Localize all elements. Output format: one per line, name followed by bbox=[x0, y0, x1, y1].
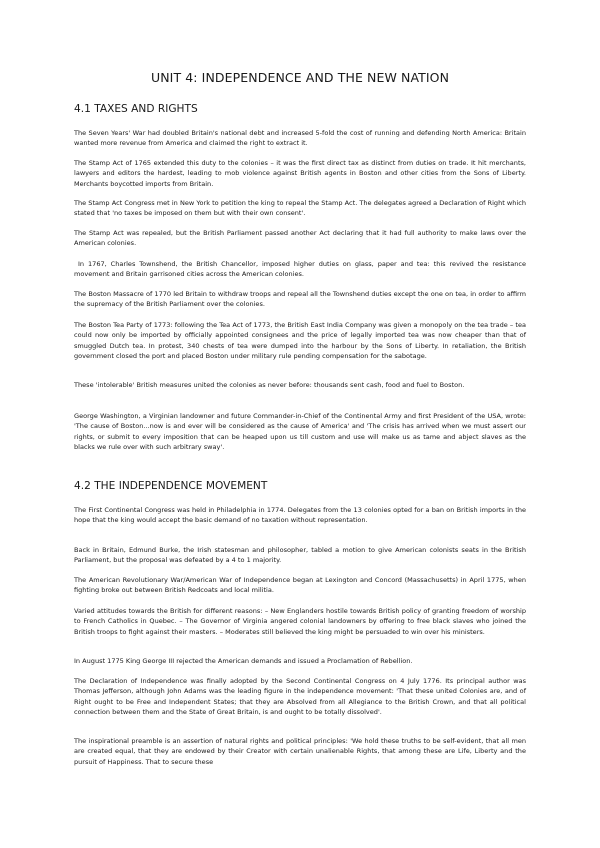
section-heading-taxes-and-rights: 4.1 TAXES AND RIGHTS bbox=[74, 103, 198, 115]
paragraph: George Washington, a Virginian landowner and future Commander-in-Chief of the Continental Army and first President of the USA, wrote: 'The cause of Boston...now is and ever will be considered as the cause of America' and 'The crisis has arrived when we must assert our rights, or submit to every imposition that can be heaped upon us till custom and use will make us as tame and abject slaves as the blacks we rule over with such arbitrary sway'. bbox=[74, 412, 526, 451]
paragraph: The Seven Years' War had doubled Britain's national debt and increased 5-fold the cost of running and defending North America: Britain wanted more revenue from America and claimed the right to extract it. bbox=[74, 129, 526, 148]
paragraph: The Boston Massacre of 1770 led Britain to withdraw troops and repeal all the Townshend duties except the one on tea, in order to affirm the supremacy of the British Parliament over the colonies. bbox=[74, 290, 526, 309]
paragraph: The American Revolutionary War/American War of Independence began at Lexington and Concord (Massachusetts) in April 1775, when fighting broke out between British Redcoats and local militia. bbox=[74, 576, 526, 595]
paragraph: Varied attitudes towards the British for different reasons: – New Englanders hostile towards British policy of granting freedom of worship to French Catholics in Quebec. – The Governor of Virginia angered colonial landowners by offering to free black slaves who joined the British troops to fight against their masters. – Moderates still believed the king might be persuaded to win over his ministers. bbox=[74, 607, 526, 636]
section-heading-independence-movement: 4.2 THE INDEPENDENCE MOVEMENT bbox=[74, 480, 268, 492]
paragraph: The First Continental Congress was held in Philadelphia in 1774. Delegates from the 13 colonies opted for a ban on British imports in the hope that the king would accept the basic demand of no taxation without representation. bbox=[74, 506, 526, 525]
paragraph: The Stamp Act of 1765 extended this duty to the colonies – it was the first direct tax as distinct from duties on trade. It hit merchants, lawyers and editors the hardest, leading to mob violence against British agents in Boston and other cities from the Sons of Liberty. Merchants boycotted imports from Britain. bbox=[74, 159, 526, 188]
paragraph: In August 1775 King George III rejected the American demands and issued a Proclamation of Rebellion. bbox=[74, 657, 413, 665]
paragraph: The Declaration of Independence was finally adopted by the Second Continental Congress on 4 July 1776. Its principal author was Thomas Jefferson, although John Adams was the leading figure in the independence movement: 'That these united Colonies are, and of Right ought to be Free and Independent States; that they are Absolved from all Allegiance to the British Crown, and that all political connection between them and the State of Great Britain, is and ought to be totally dissolved'. bbox=[74, 677, 526, 716]
paragraph: These 'intolerable' British measures united the colonies as never before: thousands sent cash, food and fuel to Boston. bbox=[74, 381, 465, 389]
paragraph: The Stamp Act Congress met in New York to petition the king to repeal the Stamp Act. The delegates agreed a Declaration of Right which stated that 'no taxes be imposed on them but with their own consent'. bbox=[74, 199, 526, 218]
paragraph: The inspirational preamble is an assertion of natural rights and political principles: 'We hold these truths to be self-evident, that all men are created equal, that they are endowed by their Creator with certain unalienable Rights, that among these are Life, Liberty and the pursuit of Happiness. That to secure these bbox=[74, 737, 526, 766]
paragraph: Back in Britain, Edmund Burke, the Irish statesman and philosopher, tabled a motion to give American colonists seats in the British Parliament, but the proposal was defeated by a 4 to 1 majority. bbox=[74, 546, 526, 565]
paragraph: The Boston Tea Party of 1773: following the Tea Act of 1773, the British East India Company was given a monopoly on the tea trade – tea could now only be imported by officially appointed consignees and the price of legally imported tea was now cheaper than that of smuggled Dutch tea. In protest, 340 chests of tea were dumped into the harbour by the Sons of Liberty. In retaliation, the British government closed the port and placed Boston under military rule pending compensation for the sabotage. bbox=[74, 321, 526, 360]
page-title: UNIT 4: INDEPENDENCE AND THE NEW NATION bbox=[150, 70, 450, 85]
paragraph: The Stamp Act was repealed, but the British Parliament passed another Act declaring that it had full authority to make laws over the American colonies. bbox=[74, 229, 526, 248]
paragraph: In 1767, Charles Townshend, the British Chancellor, imposed higher duties on glass, paper and tea: this revived the resistance movement and Britain garrisoned cities across the American colonies. bbox=[74, 260, 526, 279]
